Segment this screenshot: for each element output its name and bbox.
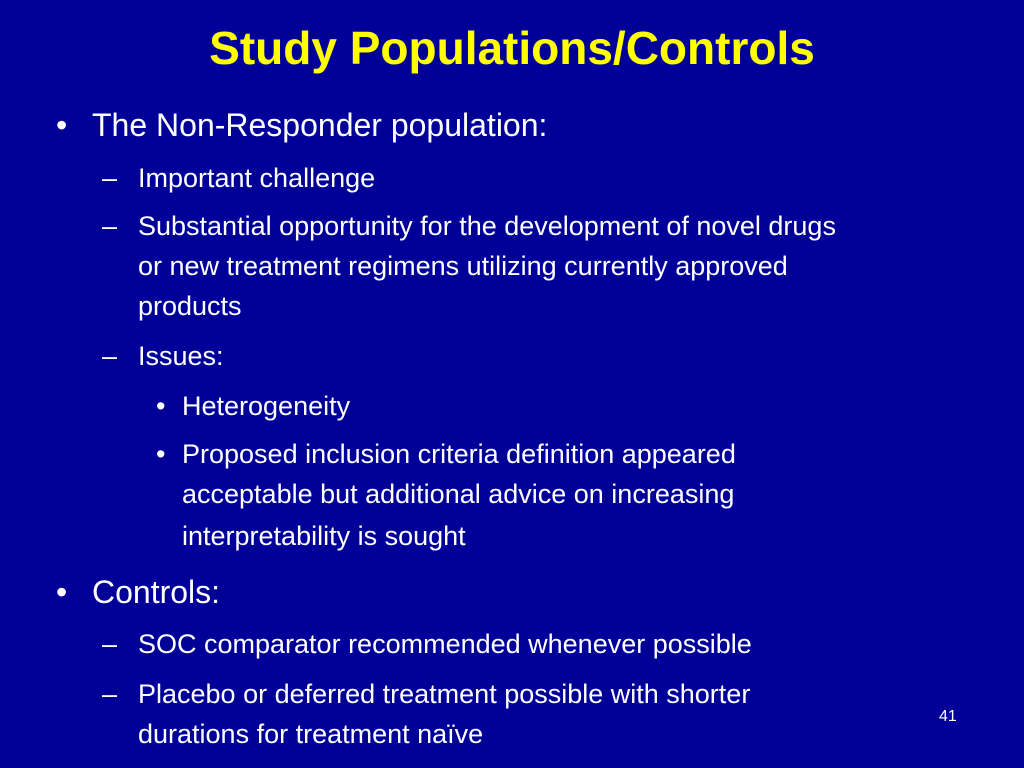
dash-marker: – bbox=[102, 341, 118, 371]
bullet-marker: • bbox=[156, 391, 166, 421]
bullet-marker: • bbox=[56, 574, 68, 610]
bullet-controls: Controls: bbox=[92, 574, 221, 610]
bullet-marker: • bbox=[56, 107, 68, 143]
dash-marker: – bbox=[102, 629, 118, 659]
bullet-non-responder: The Non-Responder population: bbox=[92, 107, 548, 143]
subitem-soc-comparator: SOC comparator recommended whenever possible bbox=[138, 629, 752, 659]
subitem-placebo-line-1: Placebo or deferred treatment possible with shorter bbox=[138, 679, 751, 709]
subsubitem-inclusion-criteria-line-3: interpretability is sought bbox=[182, 521, 466, 551]
dash-marker: – bbox=[102, 679, 118, 709]
subitem-placebo-line-2: durations for treatment naïve bbox=[138, 719, 484, 749]
page-number: 41 bbox=[939, 708, 957, 725]
subsubitem-inclusion-criteria-line-2: acceptable but additional advice on increasing bbox=[182, 479, 735, 509]
subitem-issues: Issues: bbox=[138, 341, 224, 371]
subitem-substantial-opportunity-line-3: products bbox=[138, 291, 242, 321]
slide-title: Study Populations/Controls bbox=[209, 22, 815, 74]
subsubitem-inclusion-criteria-line-1: Proposed inclusion criteria definition appeared bbox=[182, 439, 736, 469]
subsubitem-heterogeneity: Heterogeneity bbox=[182, 391, 351, 421]
dash-marker: – bbox=[102, 163, 118, 193]
bullet-marker: • bbox=[156, 439, 166, 469]
subitem-substantial-opportunity-line-1: Substantial opportunity for the development of novel drugs bbox=[138, 211, 836, 241]
dash-marker: – bbox=[102, 211, 118, 241]
subitem-important-challenge: Important challenge bbox=[138, 163, 376, 193]
subitem-substantial-opportunity-line-2: or new treatment regimens utilizing currently approved bbox=[138, 251, 788, 281]
